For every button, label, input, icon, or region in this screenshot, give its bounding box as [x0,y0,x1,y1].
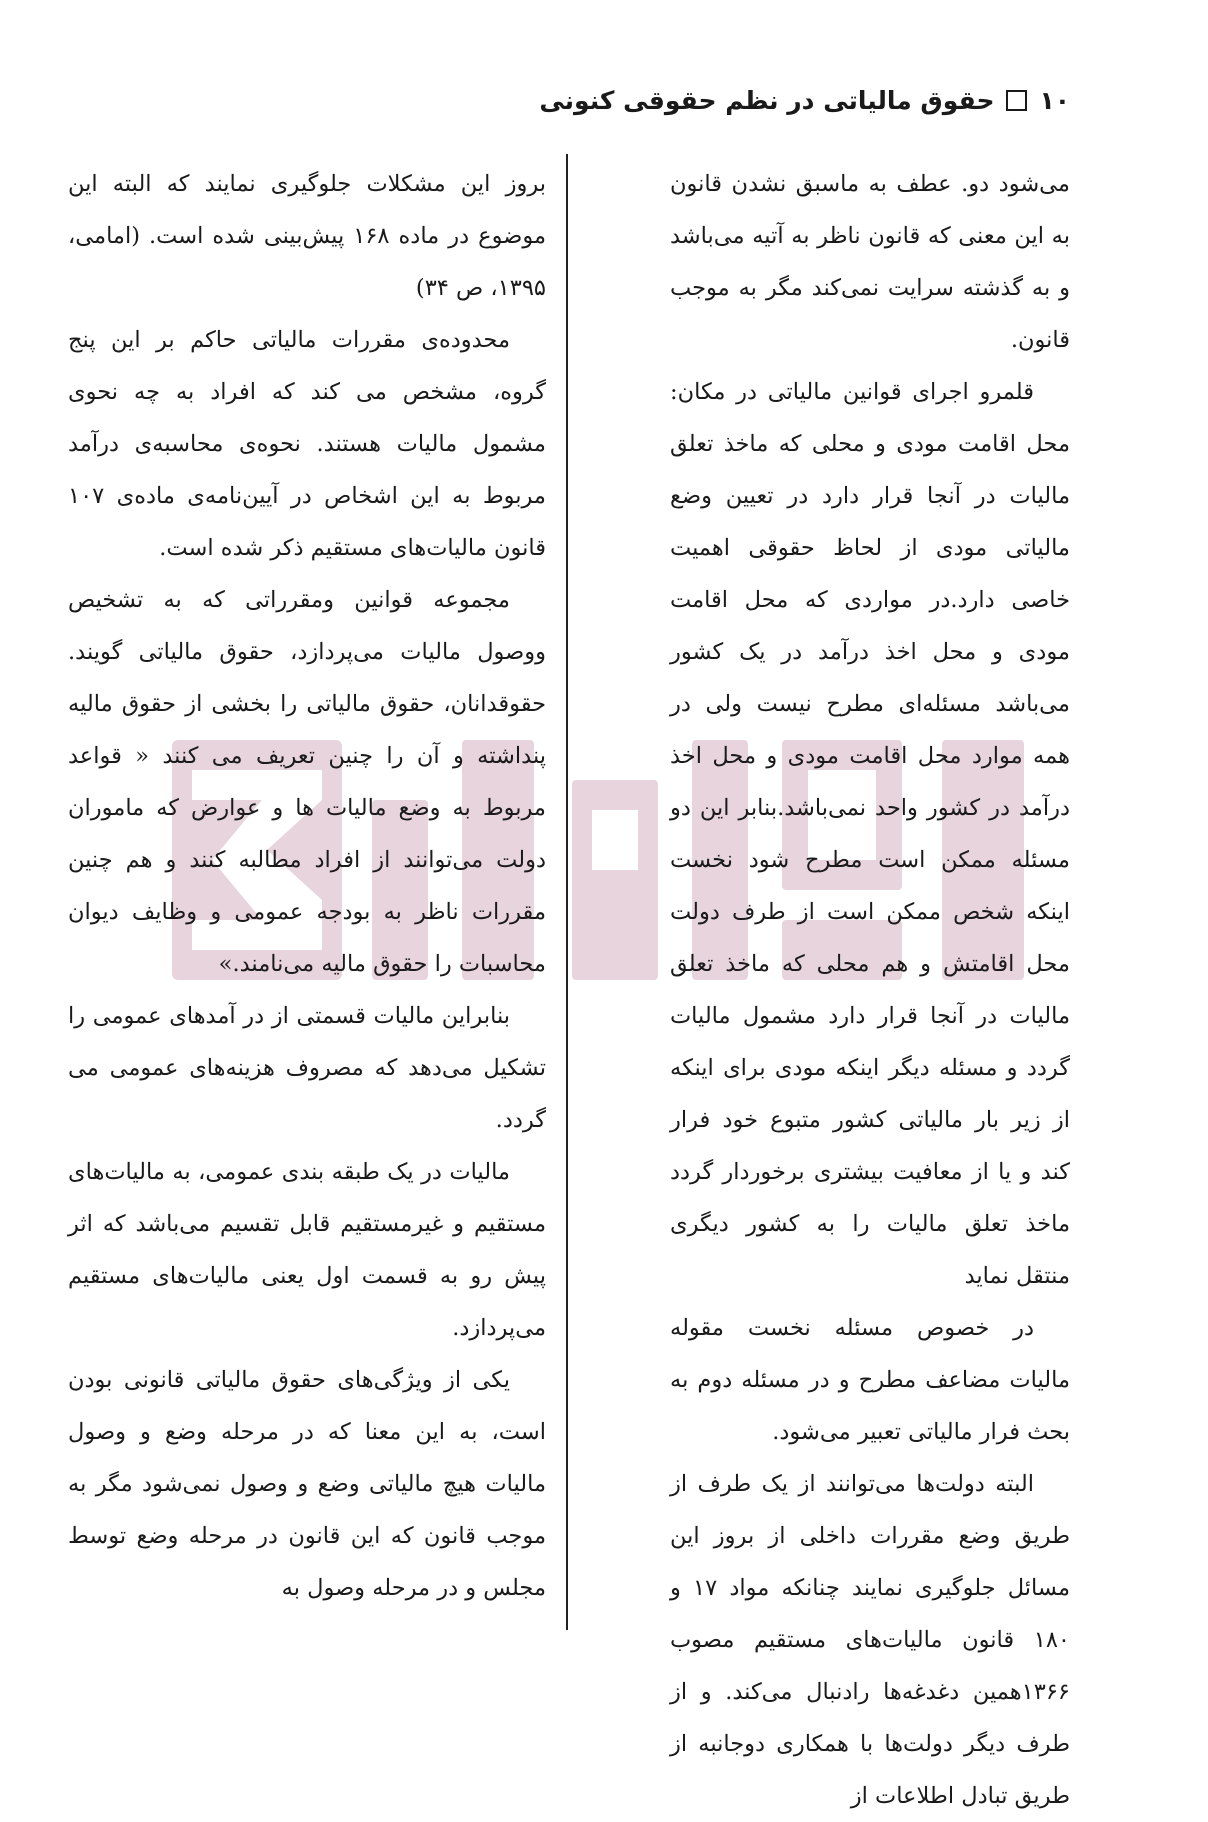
paragraph: مالیات در یک طبقه بندی عمومی، به مالیات‌های مستقیم و غیرمستقیم قابل تقسیم می‌باشد که اثر پیش رو به قسمت اول یعنی مالیات‌های مستقیم می‌پردازد. [68,1159,546,1341]
paragraph: مجموعه قوانین ومقرراتی که به تشخیص ووصول مالیات می‌پردازد، حقوق مالیاتی گویند. حقوقدانان، حقوق مالیاتی را بخشی از حقوق مالیه پنداشته و آن را چنین تعریف می کنند « قواعد مربوط به وضع مالیات ها و عوارض که ماموران دولت می‌توانند از افراد مطالبه کنند و هم چنین مقررات ناظر به بودجه عمومی و وظایف دیوان محاسبات را حقوق مالیه می‌نامند.» [68,587,546,977]
running-title: حقوق مالیاتی در نظم حقوقی کنونی [539,86,995,115]
paragraph: می‌شود دو. عطف به ماسبق نشدن قانون به این معنی که قانون ناظر به آتیه می‌باشد و به گذشته سرایت نمی‌کند مگر به موجب قانون. [670,171,1070,353]
paragraph: در خصوص مسئله نخست مقوله مالیات مضاعف مطرح و در مسئله دوم به بحث فرار مالیاتی تعبیر می‌شود. [670,1315,1070,1445]
paragraph: یکی از ویژگی‌های حقوق مالیاتی قانونی بودن است، به این معنا که در مرحله وضع و وصول مالیات هیچ مالیاتی وضع و وصول نمی‌شود مگر به موجب قانون که این قانون در مرحله وضع توسط مجلس و در مرحله وصول به [68,1367,546,1601]
left-text-column [68,158,546,1614]
paragraph: بنابراین مالیات قسمتی از در آمدهای عمومی را تشکیل می‌دهد که مصروف هزینه‌های عمومی می گردد. [68,1003,546,1133]
right-text-column [670,158,1070,1822]
page-header [539,86,1070,115]
square-bullet-icon [1006,90,1027,111]
paragraph: قلمرو اجرای قوانین مالیاتی در مکان: محل اقامت مودی و محلی که ماخذ تعلق مالیات در آنجا قرار دارد در تعیین وضع مالیاتی مودی از لحاظ حقوقی اهمیت خاصی دارد.در مواردی که محل اقامت مودی و محل اخذ درآمد در یک کشور می‌باشد مسئله‌ای مطرح نیست ولی در همه موارد محل اقامت مودی و محل اخذ درآمد در کشور واحد نمی‌باشد.بنابر این دو مسئله ممکن است مطرح شود نخست اینکه شخص ممکن است از طرف دولت محل اقامتش و هم محلی که ماخذ تعلق مالیات در آنجا قرار دارد مشمول مالیات گردد و مسئله دیگر اینکه مودی برای اینکه از زیر بار مالیاتی کشور متبوع خود فرار کند و یا از معافیت بیشتری برخوردار گردد ماخذ تعلق مالیات را به کشور دیگری منتقل نماید [670,379,1071,1289]
column-divider [566,154,568,1630]
paragraph: بروز این مشکلات جلوگیری نمایند که البته این موضوع در ماده ۱۶۸ پیش‌بینی شده است. (امامی، ۱۳۹۵، ص ۳۴) [68,171,546,301]
paragraph: محدوده‌ی مقررات مالیاتی حاکم بر این پنج گروه، مشخص می کند که افراد به چه نحوی مشمول مالیات هستند. نحوه‌ی محاسبه‌ی درآمد مربوط به این اشخاص در آیین‌نامه‌ی ماده‌ی ۱۰۷ قانون مالیات‌های مستقیم ذکر شده است. [68,327,546,561]
paragraph: البته دولت‌ها می‌توانند از یک طرف از طریق وضع مقررات داخلی از بروز این مسائل جلوگیری نمایند چنانکه مواد ۱۷ و ۱۸۰ قانون مالیات‌های مستقیم مصوب ۱۳۶۶همین دغدغه‌ها رادنبال می‌کند. و از طرف دیگر دولت‌ها با همکاری دوجانبه از طریق تبادل اطلاعات از [670,1471,1070,1809]
page-number: ۱۰ [1039,86,1070,115]
